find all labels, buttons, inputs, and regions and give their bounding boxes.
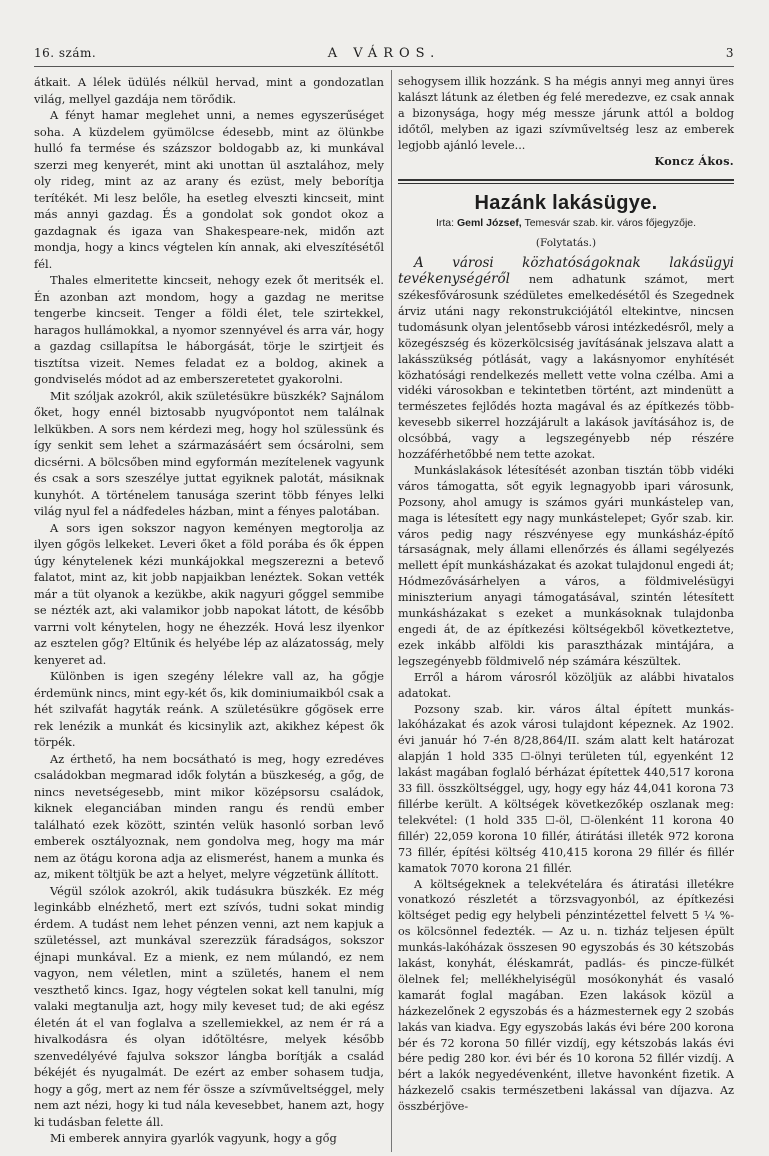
- left-paragraph: Mit szóljak azokról, akik születésükre büszkék? Sajnálom őket, hogy ennél biztosabb nyugvópontot nem találnak lelkükben. A sors nem kérdezi meg, hogy hol szülessünk és így senkit sem lehet a származásáért sem ócsárolni, sem dicsérni. A bölcsőben mind egyformán mezítelenek vagyunk és csak a sors szeszélye juttat egyiknek palotát, másiknak kunyhót. A történelem tanusága szerint több fényes lelki világ nyul fel a nádfedeles házban, mint a fényes palotában.: [34, 388, 384, 518]
- newspaper-title: A VÁROS.: [327, 46, 441, 61]
- continuation-note: (Folytatás.): [535, 237, 597, 250]
- header-rule: [34, 66, 734, 67]
- left-column: [34, 74, 384, 1147]
- left-paragraph: átkait. A lélek üdülés nélkül hervad, mint a gondozatlan világ, mellyel gazdája nem törődik.: [34, 75, 384, 106]
- article-paragraph: Munkáslakások létesítését azonban tisztán több vidéki város támogatta, sőt egyik legnagyobb ipari városunk, Pozsony, ahol amugy is számos gyári munkástelep van, maga is létesített egy nagy munkástelepet; Győr szab. kir. város pedig nagy részvényese egy munkásház-építő társaságnak, mely állami ellenőrzés és állami segélyezés mellett épít munkásházakat és azokat tulajdonul engedi át; Hódmezővásárhelyen a város, a földmivelésügyi miniszterium anyagi támogatásával, szintén létesített munkásházakat s ezeket a munkásoknak tulajdonba engedi át, de az építkezési költségekből következtetve, ezek inkább alföldi kis parasztházak mintájára, a legszegényebb földmivelő nép számára készültek.: [398, 463, 734, 668]
- left-paragraph: Thales elmeritette kincseit, nehogy ezek őt meritsék el. Én azonban azt mondom, hogy a gazdag ne meritse tengerbe kincseit. Tenger a földi élet, tele szirtekkel, haragos hullámokkal, a nyomor szennyével és arra vár, hogy a gazdag csillapítsa le háborgását, törje le szirtjeit és tisztítsa vizeit. Nemes feladat ez a boldog, akinek a gondviselés módot ad az emberszeretetet gyakorolni.: [34, 273, 384, 386]
- page-number: 3: [725, 46, 734, 60]
- article-paragraph: Erről a három városról közöljük az alábbi hivatalos adatokat.: [398, 670, 734, 700]
- article-lead: [398, 256, 734, 463]
- signature: Koncz Ákos.: [654, 153, 734, 168]
- byline: [398, 216, 734, 232]
- issue-number: 16. szám.: [34, 46, 97, 60]
- lead-text: nem adhatunk számot, mert székesfővárosunk szédületes emelkedésétől és Szegednek árviz utáni nagy rekonstrukciójától eltekintve, nincsen tudomásunk olyan jelentősebb városi intézkedésről, mely a közegészség és közerkölcsiség javításának jelszava alatt a lakásszükség pótlását, vagy a lakásnyomor enyhítését közhatósági rendelkezés mellett vette volna czélba. Ami a vidéki városokban e tekintetben történt, azt mindenütt a természetes fejlődés hozta magával és az építkezés több-kevesebb sikerrel hozzájárult a lakások javításához is, de olcsóbbá, vagy a legszegényebb nép részére hozzáférhetőbbé nem tette azokat.: [398, 273, 734, 462]
- left-paragraph: A fényt hamar meglehet unni, a nemes egyszerűséget soha. A küzdelem gyümölcse édesebb, mint az ölünkbe hulló fa termése és százszor boldogabb az, ki munkával szerzi meg kenyerét, mint aki unottan ül asztalához, mely oly rideg, mint az az arany és ezüst, mely beborítja terítékét. Mi lesz belőle, ha esetleg elveszti kincseit, mint más annyi gazdag. És a gondolat sok gondot okoz a gazdagnak és igaza van Shakespeare-nek, midőn azt mondja, hogy a kincs végtelen kín annak, aki elveszítésétől fél.: [34, 108, 384, 271]
- article-body: [398, 463, 734, 1115]
- page-header: [34, 46, 734, 64]
- right-column: [398, 74, 734, 1115]
- column-divider: [391, 70, 392, 1152]
- left-paragraph: Az érthető, ha nem bocsátható is meg, hogy ezredéves családokban megmarad idők folytán a büszkeség, a gőg, de nincs nevetségesebb, mint mikor középsorsu családok, kiknek eleganciában minden rangu és rendü ember található ezek között, szintén velük hasonló sorban levő emberek osztályoznak, nem gondolva meg, hogy ma már nem az ötágu korona adja az elismerést, hanem a munka és az, mikent töltjük be azt a helyet, melyre végzetünk állított.: [34, 751, 384, 881]
- article-paragraph: Pozsony szab. kir. város által épített munkás-lakóházakat és azok városi tulajdont képeznek. Az 1902. évi január hó 7-én 8/28,864/II. szám alatt kelt határozat alapján 1 hold 335 ☐-ölnyi területen túl, egyenként 12 lakást magában foglaló bérházat építettek 440,517 korona 33 fill. összköltséggel, ugy, hogy egy ház 44,041 korona 73 fillérbe került. A költségek következőkép oszlanak meg: telekvétel: (1 hold 335 ☐-öl, ☐-ölenként 11 korona 40 fillér) 22,059 korona 10 fillér, átirátási illeték 972 korona 73 fillér, építési költség 410,415 korona 29 fillér és fillér kamatok 7070 korona 21 fillér.: [398, 702, 734, 875]
- left-paragraph: Végül szólok azokról, akik tudásukra büszkék. Ez még leginkább elnézhető, mert ezt szívós, tudni sokat mindig érdem. A tudást nem lehet pénzen venni, azt nem kapjuk a születéssel, azt munkával szerezzük fáradságos, sokszor éjnapi munkával. Ez a mienk, ez nem múlandó, ez nem vagyon, nem véletlen, mint a születés, hanem el nem veszthető kincs. Igaz, hogy végtelen sokat kell tanulni, míg valaki megtanulja azt, hogy mily keveset tud; de aki egész életén át el van foglalva a szellemiekkel, az nem ér rá a hivalkodásra és olyan időtöltésre, melyek később szenvedélyévé fajulva sokszor lángba borítják a család békéjét és nyugalmát. De ezért az ember sohasem tudja, hogy a gőg, mert az nem fér össze a szívműveltséggel, mely nem azt nézi, hogy ki tud nála kevesebbet, hanem azt, hogy ki tudásban felette áll.: [34, 883, 384, 1129]
- article-paragraph: A költségeknek a telekvételára és átiratási illetékre vonatkozó részletét a törzsvagyonból, az építkezési költséget pedig egy helybeli pénzintézettel felvett 5 ¼ %-os kölcsönnel fedezték. — Az u. n. tizház teljesen épült munkás-lakóházak összesen 90 egyszobás és 30 kétszobás lakást, konyhát, éléskamrát, padlás- és pincze-fülkét ölelnek fel; mellékhelyiségül mosókonyhát és vasaló kamarát foglal magában. Ezen lakások közül a házkezelőnek 2 egyszobás és a házmesternek egy 2 szobás lakás van kiadva. Egy egyszobás lakás évi bére 200 korona bér és 72 korona 50 fillér vizdíj, egy kétszobás lakás évi bére pedig 280 kor. évi bér és 10 korona 52 fillér vizdíj. A bért a lakók negyedévenként, illetve havonként fizetik. A házkezelő csakis természetbeni lakással van díjazva. Az összbérjöve-: [398, 877, 734, 1114]
- byline-role: Temesvár szab. kir. város főjegyzője.: [524, 217, 697, 230]
- byline-prefix: Irta:: [435, 217, 455, 230]
- left-paragraph: Mi emberek annyira gyarlók vagyunk, hogy a gőg: [50, 1131, 337, 1145]
- lead-italic: A városi közhatóságoknak lakásügyi tevékenységéről: [398, 255, 734, 288]
- left-paragraph: Különben is igen szegény lélekre vall az, ha gőgje érdemünk nincs, mint egy-két ős, kik dominiumaikból csak a hét szilvafát hagyták reánk. A születésükre gőgösek erre rek lenézik a munkát és kicsinylik azt, akikhez képest ők törpék.: [34, 669, 384, 749]
- article-separator: [398, 179, 734, 184]
- article-title: Hazánk lakásügye.: [474, 192, 658, 215]
- signature-line: [398, 154, 734, 170]
- byline-author: Geml József,: [456, 217, 522, 230]
- right-column-continuation: sehogysem illik hozzánk. S ha mégis annyi meg annyi üres kalászt látunk az életben ég felé meredezve, ez csak annak a bizonysága, hogy még messze járunk attól a boldog időtől, melyben az igazi szívműveltség lesz az emberek legjobb ajánló levele...: [398, 75, 734, 152]
- left-paragraph: A sors igen sokszor nagyon keményen megtorolja az ilyen gőgös lelkeket. Leveri őket a föld porába és ők éppen úgy kénytelenek kézi munkájokkal megszerezni a betevő falatot, mint az, kit jobb napjaikban lenéztek. Sokan vették már a tüt olyanok a kezükbe, akik nagyuri gőggel semmibe se nézték azt, aki valamikor jobb napokat látott, de később varrni volt kénytelen, hogy ne éhezzék. Hová lesz ilyenkor az esztelen gőg? Eltűnik és helyébe lép az alázatosság, mely kenyeret ad.: [34, 520, 384, 667]
